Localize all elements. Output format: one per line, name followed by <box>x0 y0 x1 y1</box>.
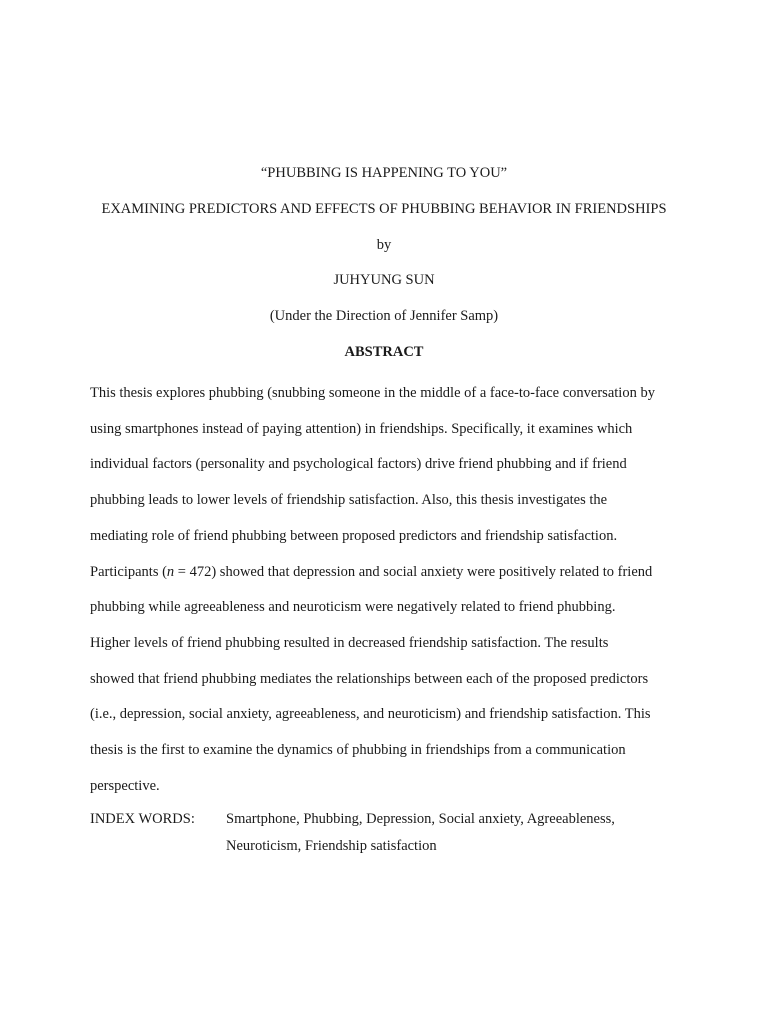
participants-prefix: Participants ( <box>90 563 167 580</box>
title-quote: “PHUBBING IS HAPPENING TO YOU” <box>260 165 508 181</box>
abstract-line: This thesis explores phubbing (snubbing someone in the middle of a face-to-face conversation by <box>90 385 655 401</box>
abstract-line: (i.e., depression, social anxiety, agreeableness, and neuroticism) and friendship satisfaction. This <box>90 706 651 723</box>
participants-rest: = 472) showed that depression and social anxiety were positively related to friend <box>174 563 653 580</box>
thesis-subtitle: EXAMINING PREDICTORS AND EFFECTS OF PHUBBING BEHAVIOR IN FRIENDSHIPS <box>101 201 667 217</box>
index-words-line: Smartphone, Phubbing, Depression, Social anxiety, Agreeableness, <box>226 811 615 827</box>
abstract-body <box>90 376 690 804</box>
abstract-line: perspective. <box>90 777 160 794</box>
abstract-line: phubbing leads to lower levels of friendship satisfaction. Also, this thesis investigates the <box>90 492 608 509</box>
index-words-label: INDEX WORDS: <box>90 811 195 827</box>
abstract-line: phubbing while agreeableness and neuroticism were negatively related to friend phubbing. <box>90 599 616 616</box>
sample-size-symbol: n <box>166 563 175 580</box>
abstract-line: Higher levels of friend phubbing resulted in decreased friendship satisfaction. The results <box>90 634 609 651</box>
abstract-line: thesis is the first to examine the dynamics of phubbing in friendships from a communication <box>90 742 626 759</box>
index-words-line: Neuroticism, Friendship satisfaction <box>226 838 437 854</box>
abstract-line: mediating role of friend phubbing between proposed predictors and friendship satisfaction. <box>90 527 618 544</box>
abstract-line: individual factors (personality and psychological factors) drive friend phubbing and if friend <box>90 456 627 473</box>
index-words-list <box>226 806 666 860</box>
author-name: JUHYUNG SUN <box>333 272 435 288</box>
abstract-line: showed that friend phubbing mediates the relationships between each of the proposed predictors <box>90 670 649 687</box>
abstract-line: using smartphones instead of paying attention) in friendships. Specifically, it examines which <box>90 420 633 437</box>
advisor-direction: (Under the Direction of Jennifer Samp) <box>269 308 499 324</box>
by-line: by <box>376 237 392 253</box>
abstract-heading: ABSTRACT <box>344 344 424 360</box>
abstract-line-participants <box>90 555 690 591</box>
